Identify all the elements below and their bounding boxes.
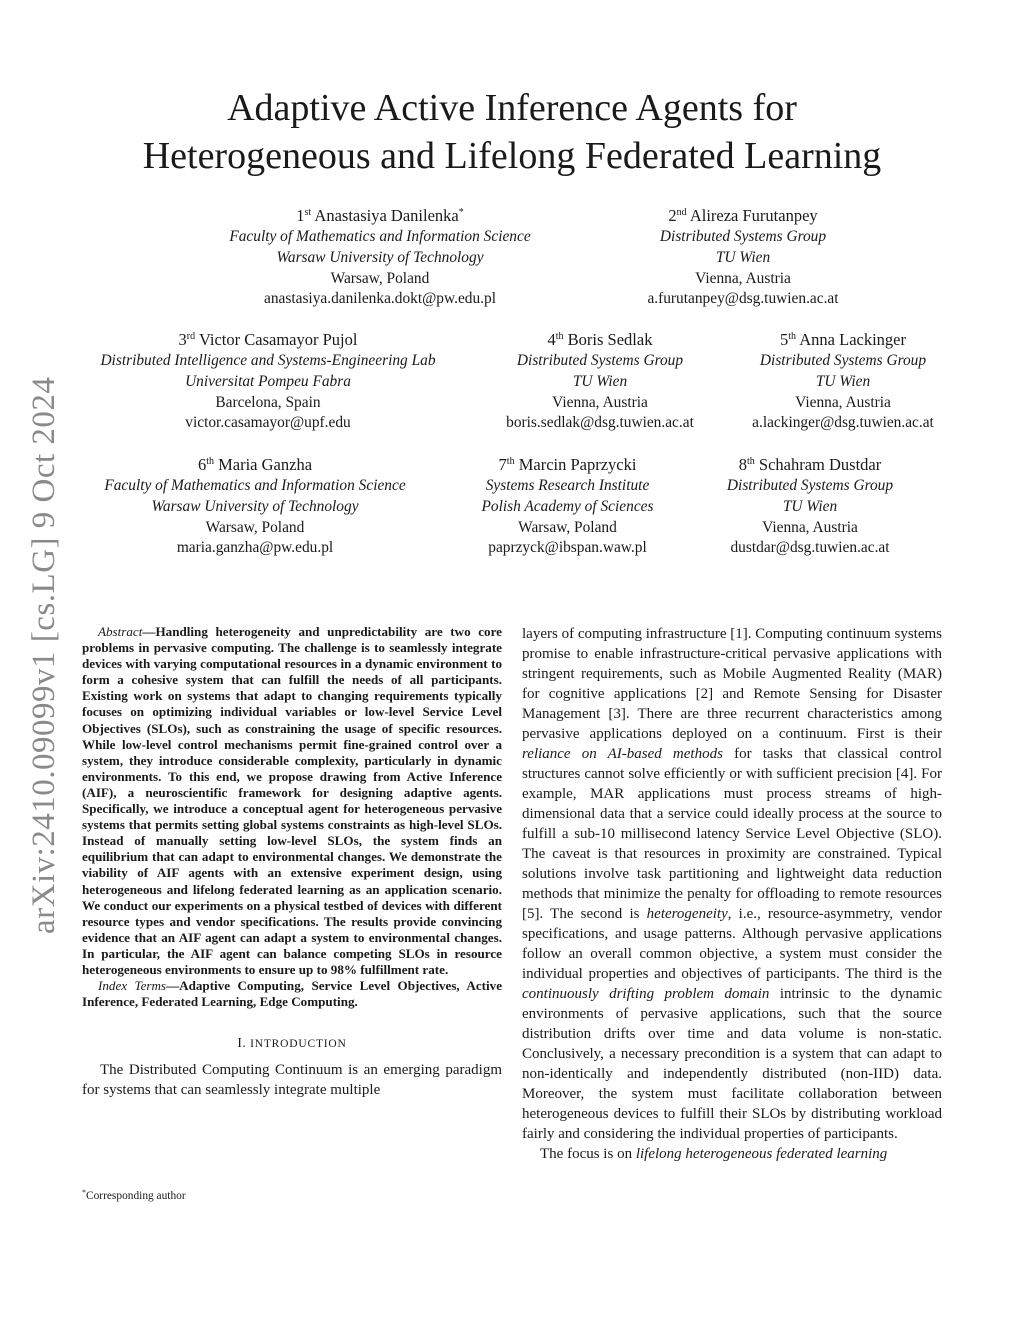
intro-paragraph-continued: layers of computing infrastructure [1]. Computing continuum systems promise to enable infrastructure-critical pervasive applications with stringent requirements, such as Mobile Augmented Reality (MAR) for cognitive applications [2] and Remote Sensing for Disaster Management [3]. There are three recurrent characteristics among pervasive applications deployed on a continuum. First is their reliance on AI-based methods for tasks that classical control structures cannot solve efficiently or with sufficient precision [4]. For example, MAR applications must process streams of high-dimensional data that a service could ideally process at the source to fulfill a sub-10 millisecond latency Service Level Objective (SLO). The caveat is that resources in proximity are constrained. Typical solutions involve task partitioning and lightweight data reduction methods that minimize the penalty for offloading to remote resources [5]. The second is heterogeneity, i.e., resource-asymmetry, vendor specifications, and usage patterns. Although pervasive applications follow an overall common objective, a system must consider the individual properties and objectives of participants. The third is the continuously drifting problem domain intrinsic to the dynamic environments of pervasive applications, such that the source distribution drifts over time and data volume is non-static. Conclusively, a necessary precondition is a system that can adapt to non-identically and independently distributed (non-IID) data. Moreover, the system must facilitate collaboration between heterogeneous devices to fulfill their SLOs by distributing workload fairly and considering the individual properties of participants. <box>522 626 942 1142</box>
author-block-3 <box>73 326 463 434</box>
author-email[interactable]: maria.ganzha@pw.edu.pl <box>176 539 334 557</box>
author-institution: Warsaw University of Technology <box>151 497 359 515</box>
author-name: 8th Schahram Dustdar <box>738 455 882 474</box>
author-location: Warsaw, Poland <box>205 518 305 536</box>
author-institution: TU Wien <box>715 248 771 266</box>
author-block-5 <box>733 326 953 434</box>
author-name: 3rd Victor Casamayor Pujol <box>178 330 358 349</box>
author-affiliation: Distributed Systems Group <box>759 352 927 369</box>
left-column <box>82 624 502 1100</box>
author-block-1 <box>195 202 565 310</box>
title-line-2: Heterogeneous and Lifelong Federated Learning <box>142 135 882 177</box>
author-email[interactable]: anastasiya.danilenka.dokt@pw.edu.pl <box>263 290 496 308</box>
author-block-7 <box>455 451 680 559</box>
author-name: 6th Maria Ganzha <box>197 455 313 474</box>
author-block-2 <box>608 202 878 310</box>
author-name: 4th Boris Sedlak <box>547 330 653 349</box>
arxiv-identifier: arXiv:2410.09099v1 [cs.LG] 9 Oct 2024 <box>26 376 62 934</box>
right-column <box>522 624 942 1164</box>
author-location: Warsaw, Poland <box>330 269 430 287</box>
author-email[interactable]: boris.sedlak@dsg.tuwien.ac.at <box>506 414 694 432</box>
author-location: Warsaw, Poland <box>518 518 617 536</box>
author-institution: Universitat Pompeu Fabra <box>185 372 351 390</box>
author-location: Vienna, Austria <box>552 393 648 411</box>
author-location: Vienna, Austria <box>795 393 891 411</box>
index-terms-label: Index Terms <box>98 978 167 994</box>
author-name: 2nd Alireza Furutanpey <box>668 206 818 225</box>
author-email[interactable]: dustdar@dsg.tuwien.ac.at <box>730 539 890 557</box>
author-institution: TU Wien <box>572 372 628 390</box>
title-line-1: Adaptive Active Inference Agents for <box>227 87 797 129</box>
author-name: 7th Marcin Paprzycki <box>498 455 637 474</box>
abstract <box>82 624 502 978</box>
author-location: Vienna, Austria <box>695 269 791 287</box>
author-name: 5th Anna Lackinger <box>780 330 906 349</box>
footnote: *Corresponding author <box>82 1188 186 1202</box>
author-block-6 <box>75 451 435 559</box>
section-heading-introduction: I. INTRODUCTION <box>237 1035 347 1051</box>
author-email[interactable]: victor.casamayor@upf.edu <box>185 414 351 432</box>
author-name: 1st Anastasiya Danilenka* <box>296 206 464 225</box>
author-affiliation: Distributed Systems Group <box>516 352 684 369</box>
abstract-label: Abstract <box>98 624 143 639</box>
author-affiliation: Faculty of Mathematics and Information Science <box>104 477 406 494</box>
author-location: Barcelona, Spain <box>215 393 321 411</box>
author-block-4 <box>485 326 715 434</box>
author-email[interactable]: paprzyck@ibspan.waw.pl <box>488 539 647 557</box>
abstract-text: —Handling heterogeneity and unpredictability are two core problems in pervasive computing. The challenge is to seamlessly integrate devices with varying computational resources in a dynamic environment to form a cohesive system that can fulfill the needs of all participants. Existing work on systems that adapt to changing requirements typically focuses on optimizing individual variables or low-level Service Level Objectives (SLOs), such as constraining the usage of specific resources. While low-level control mechanisms permit fine-grained control over a system, they introduce considerable complexity, particularly in dynamic environments. To this end, we propose drawing from Active Inference (AIF), a neuroscientific framework for designing adaptive agents. Specifically, we introduce a conceptual agent for heterogeneous pervasive systems that permits setting global systems constraints as high-level SLOs. Instead of manually setting low-level SLOs, the system finds an equilibrium that can adapt to environmental changes. We demonstrate the viability of AIF agents with an extensive experiment design, using heterogeneous and lifelong federated learning as an application scenario. We conduct our experiments on a physical testbed of devices with different resource types and vendor specifications. The results provide convincing evidence that an AIF agent can adapt a system to environmental changes. In particular, the AIF agent can balance competing SLOs in resource heterogeneous environments to ensure up to 98% fulfillment rate. <box>82 624 502 977</box>
paper-title <box>0 84 1024 180</box>
author-email[interactable]: a.furutanpey@dsg.tuwien.ac.at <box>647 290 839 308</box>
author-location: Vienna, Austria <box>762 518 858 536</box>
author-institution: Polish Academy of Sciences <box>481 497 654 515</box>
author-affiliation: Faculty of Mathematics and Information Science <box>229 228 531 245</box>
author-affiliation: Systems Research Institute <box>485 477 650 494</box>
focus-paragraph: The focus is on lifelong heterogeneous federated learning <box>540 1146 888 1162</box>
intro-paragraph: The Distributed Computing Continuum is an emerging paradigm for systems that can seamlessly integrate multiple <box>82 1062 502 1099</box>
author-affiliation: Distributed Systems Group <box>659 228 827 245</box>
author-institution: TU Wien <box>815 372 871 390</box>
author-block-8 <box>695 451 925 559</box>
index-terms <box>82 978 502 1010</box>
author-email[interactable]: a.lackinger@dsg.tuwien.ac.at <box>752 414 934 432</box>
author-institution: TU Wien <box>782 497 838 515</box>
index-terms-text: —Adaptive Computing, Service Level Objectives, Active Inference, Federated Learning, Edge Computing. <box>82 978 503 1010</box>
author-affiliation: Distributed Intelligence and Systems-Engineering Lab <box>100 352 436 369</box>
author-affiliation: Distributed Systems Group <box>726 477 894 494</box>
author-institution: Warsaw University of Technology <box>276 248 484 266</box>
